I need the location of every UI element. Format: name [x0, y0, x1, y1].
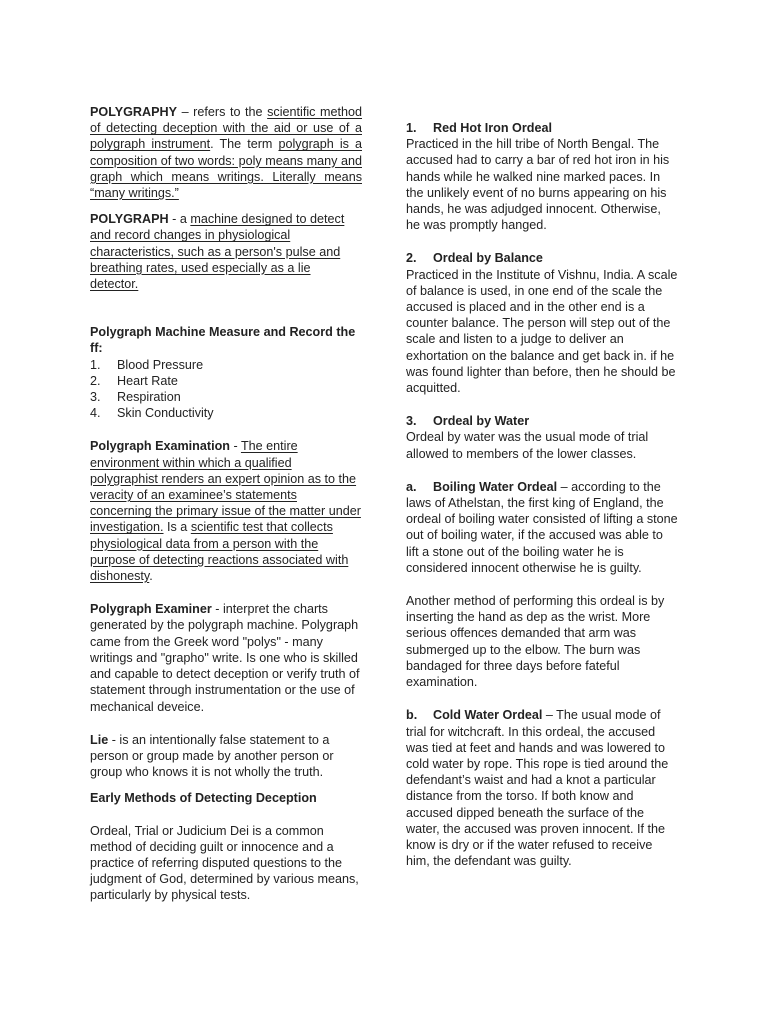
- list-item: [90, 405, 362, 421]
- list-number: 4.: [90, 406, 101, 421]
- measure-section: [90, 324, 362, 421]
- cold-water-paragraph: [406, 707, 678, 869]
- examination-term: Polygraph Examination: [90, 439, 230, 454]
- red-hot-iron-section: [406, 120, 678, 233]
- examiner-term: Polygraph Examiner: [90, 602, 212, 617]
- examination-paragraph: [90, 438, 362, 584]
- cold-water-text: – The usual mode of trial for witchcraft. In this ordeal, the accused was tied at feet and hands and was lowered to cold water by rope. This rope is tied around the defendant’s waist and had a knot a particular distance from the torso. If both know and accused dipped beneath the surface of the water, the accused was proven innocent. If the know is dry or if the water refused to receive him, the defendant was guilty.: [406, 708, 669, 869]
- list-number: 3.: [90, 390, 101, 405]
- sub-label: b.: [406, 708, 418, 723]
- examination-end: .: [149, 569, 153, 584]
- polygraphy-term: POLYGRAPHY: [90, 105, 178, 119]
- sub-label: a.: [406, 479, 417, 494]
- examination-dash: -: [229, 439, 241, 454]
- water-heading: [406, 413, 678, 429]
- water-section: [406, 413, 678, 462]
- heading-number: 1.: [406, 121, 417, 135]
- polygraph-definition: machine designed to detect and record changes in physiological characteristics, such as a person's pulse and breathing rates, used especially as a lie detector.: [90, 212, 345, 292]
- examination-mid: Is a: [163, 520, 191, 535]
- list-text: Respiration: [117, 390, 181, 405]
- early-methods-text: Ordeal, Trial or Judicium Dei is a common method of deciding guilt or innocence and a practice of referring disputed questions to the judgment of God, determined by various means, particularly by physical tests.: [90, 823, 359, 903]
- heading-title: Ordeal by Balance: [433, 251, 543, 266]
- water-text: Ordeal by water was the usual mode of trial allowed to members of the lower classes.: [406, 430, 649, 461]
- list-text: Skin Conductivity: [117, 406, 214, 421]
- polygraph-term: POLYGRAPH: [90, 212, 169, 227]
- list-text: Blood Pressure: [117, 357, 204, 372]
- lie-text: - is an intentionally false statement to a person or group made by another person or group who knows it is not wholly the truth.: [90, 732, 334, 780]
- heading-number: 3.: [406, 414, 417, 429]
- boiling-water-text: – according to the laws of Athelstan, the first king of England, the ordeal of boiling water consisted of lifting a stone out of boiling water, if the accused was able to lift a stone out of the boiling water he is considered innocent otherwise he is guilty.: [406, 479, 678, 575]
- list-number: 1.: [90, 357, 101, 372]
- polygraphy-paragraph: [90, 104, 362, 201]
- list-text: Heart Rate: [117, 373, 178, 388]
- early-methods-title: Early Methods of Detecting Deception: [90, 791, 317, 806]
- polygraphy-definition: scientific method of detecting deception with the aid or use of a polygraph instrument: [90, 105, 363, 152]
- polygraph-dash: - a: [168, 212, 191, 227]
- examiner-paragraph: [90, 601, 362, 714]
- lie-paragraph: [90, 732, 362, 781]
- balance-section: [406, 250, 678, 396]
- measure-title: Polygraph Machine Measure and Record the ff:: [90, 325, 356, 356]
- list-item: [90, 389, 362, 405]
- balance-heading: [406, 250, 678, 266]
- list-item: [90, 357, 362, 373]
- polygraph-paragraph: [90, 211, 362, 292]
- measure-list: [90, 357, 362, 422]
- balance-text: Practiced in the Institute of Vishnu, India. A scale of balance is used, in one end of the scale the accused is placed and in the other end is a counter balance. The person will step out of the scale and listen to a judge to deliver an exhortation on the balance and get back in. if he was found lighter than before, then he should be acquitted.: [406, 267, 678, 396]
- heading-title: Red Hot Iron Ordeal: [433, 121, 552, 135]
- right-column: [406, 120, 678, 869]
- cold-water-title: Cold Water Ordeal: [433, 708, 543, 723]
- examination-definition: The entire environment within which a qualified polygraphist renders an expert opinion as to the veracity of an examinee’s statements concerning the primary issue of the matter under investigation.: [90, 439, 361, 535]
- boiling-water-title: Boiling Water Ordeal: [433, 479, 558, 494]
- polygraphy-dash: – refers to the: [177, 105, 268, 119]
- lie-term: Lie: [90, 732, 109, 747]
- red-hot-iron-text: Practiced in the hill tribe of North Bengal. The accused had to carry a bar of red hot iron in his hands while he walked nine marked paces. In the unlikely event of no burns appearing on his hands, he was adjudged innocent. Otherwise, he was promptly hanged.: [406, 137, 670, 233]
- list-item: [90, 373, 362, 389]
- heading-title: Ordeal by Water: [433, 414, 530, 429]
- polygraph-etymology: polygraph is a composition of two words: poly means many and graph which means writings. Literally means “many writings.”: [90, 137, 362, 201]
- examiner-text: - interpret the charts generated by the polygraph machine. Polygraph came from the Greek word "polys" - many writings and "grapho" write. Is one who is skilled and capable to detect deception or verify truth of statement through instrumentation or the use of mechanical deveice.: [90, 602, 360, 714]
- red-hot-iron-heading: [406, 120, 678, 136]
- boiling-water-paragraph: [406, 479, 678, 576]
- another-method-paragraph: Another method of performing this ordeal is by inserting the hand as dep as the wrist. More serious offences demanded that arm was submerged up to the elbow. The burn was bandaged for three days before fateful examination.: [406, 594, 665, 690]
- list-number: 2.: [90, 373, 101, 388]
- heading-number: 2.: [406, 251, 417, 266]
- left-column: [90, 104, 362, 904]
- polygraphy-mid: . The term: [210, 137, 279, 152]
- examination-definition-2: scientific test that collects physiological data from a person with the purpose of detecting reactions associated with dishonesty: [90, 520, 349, 584]
